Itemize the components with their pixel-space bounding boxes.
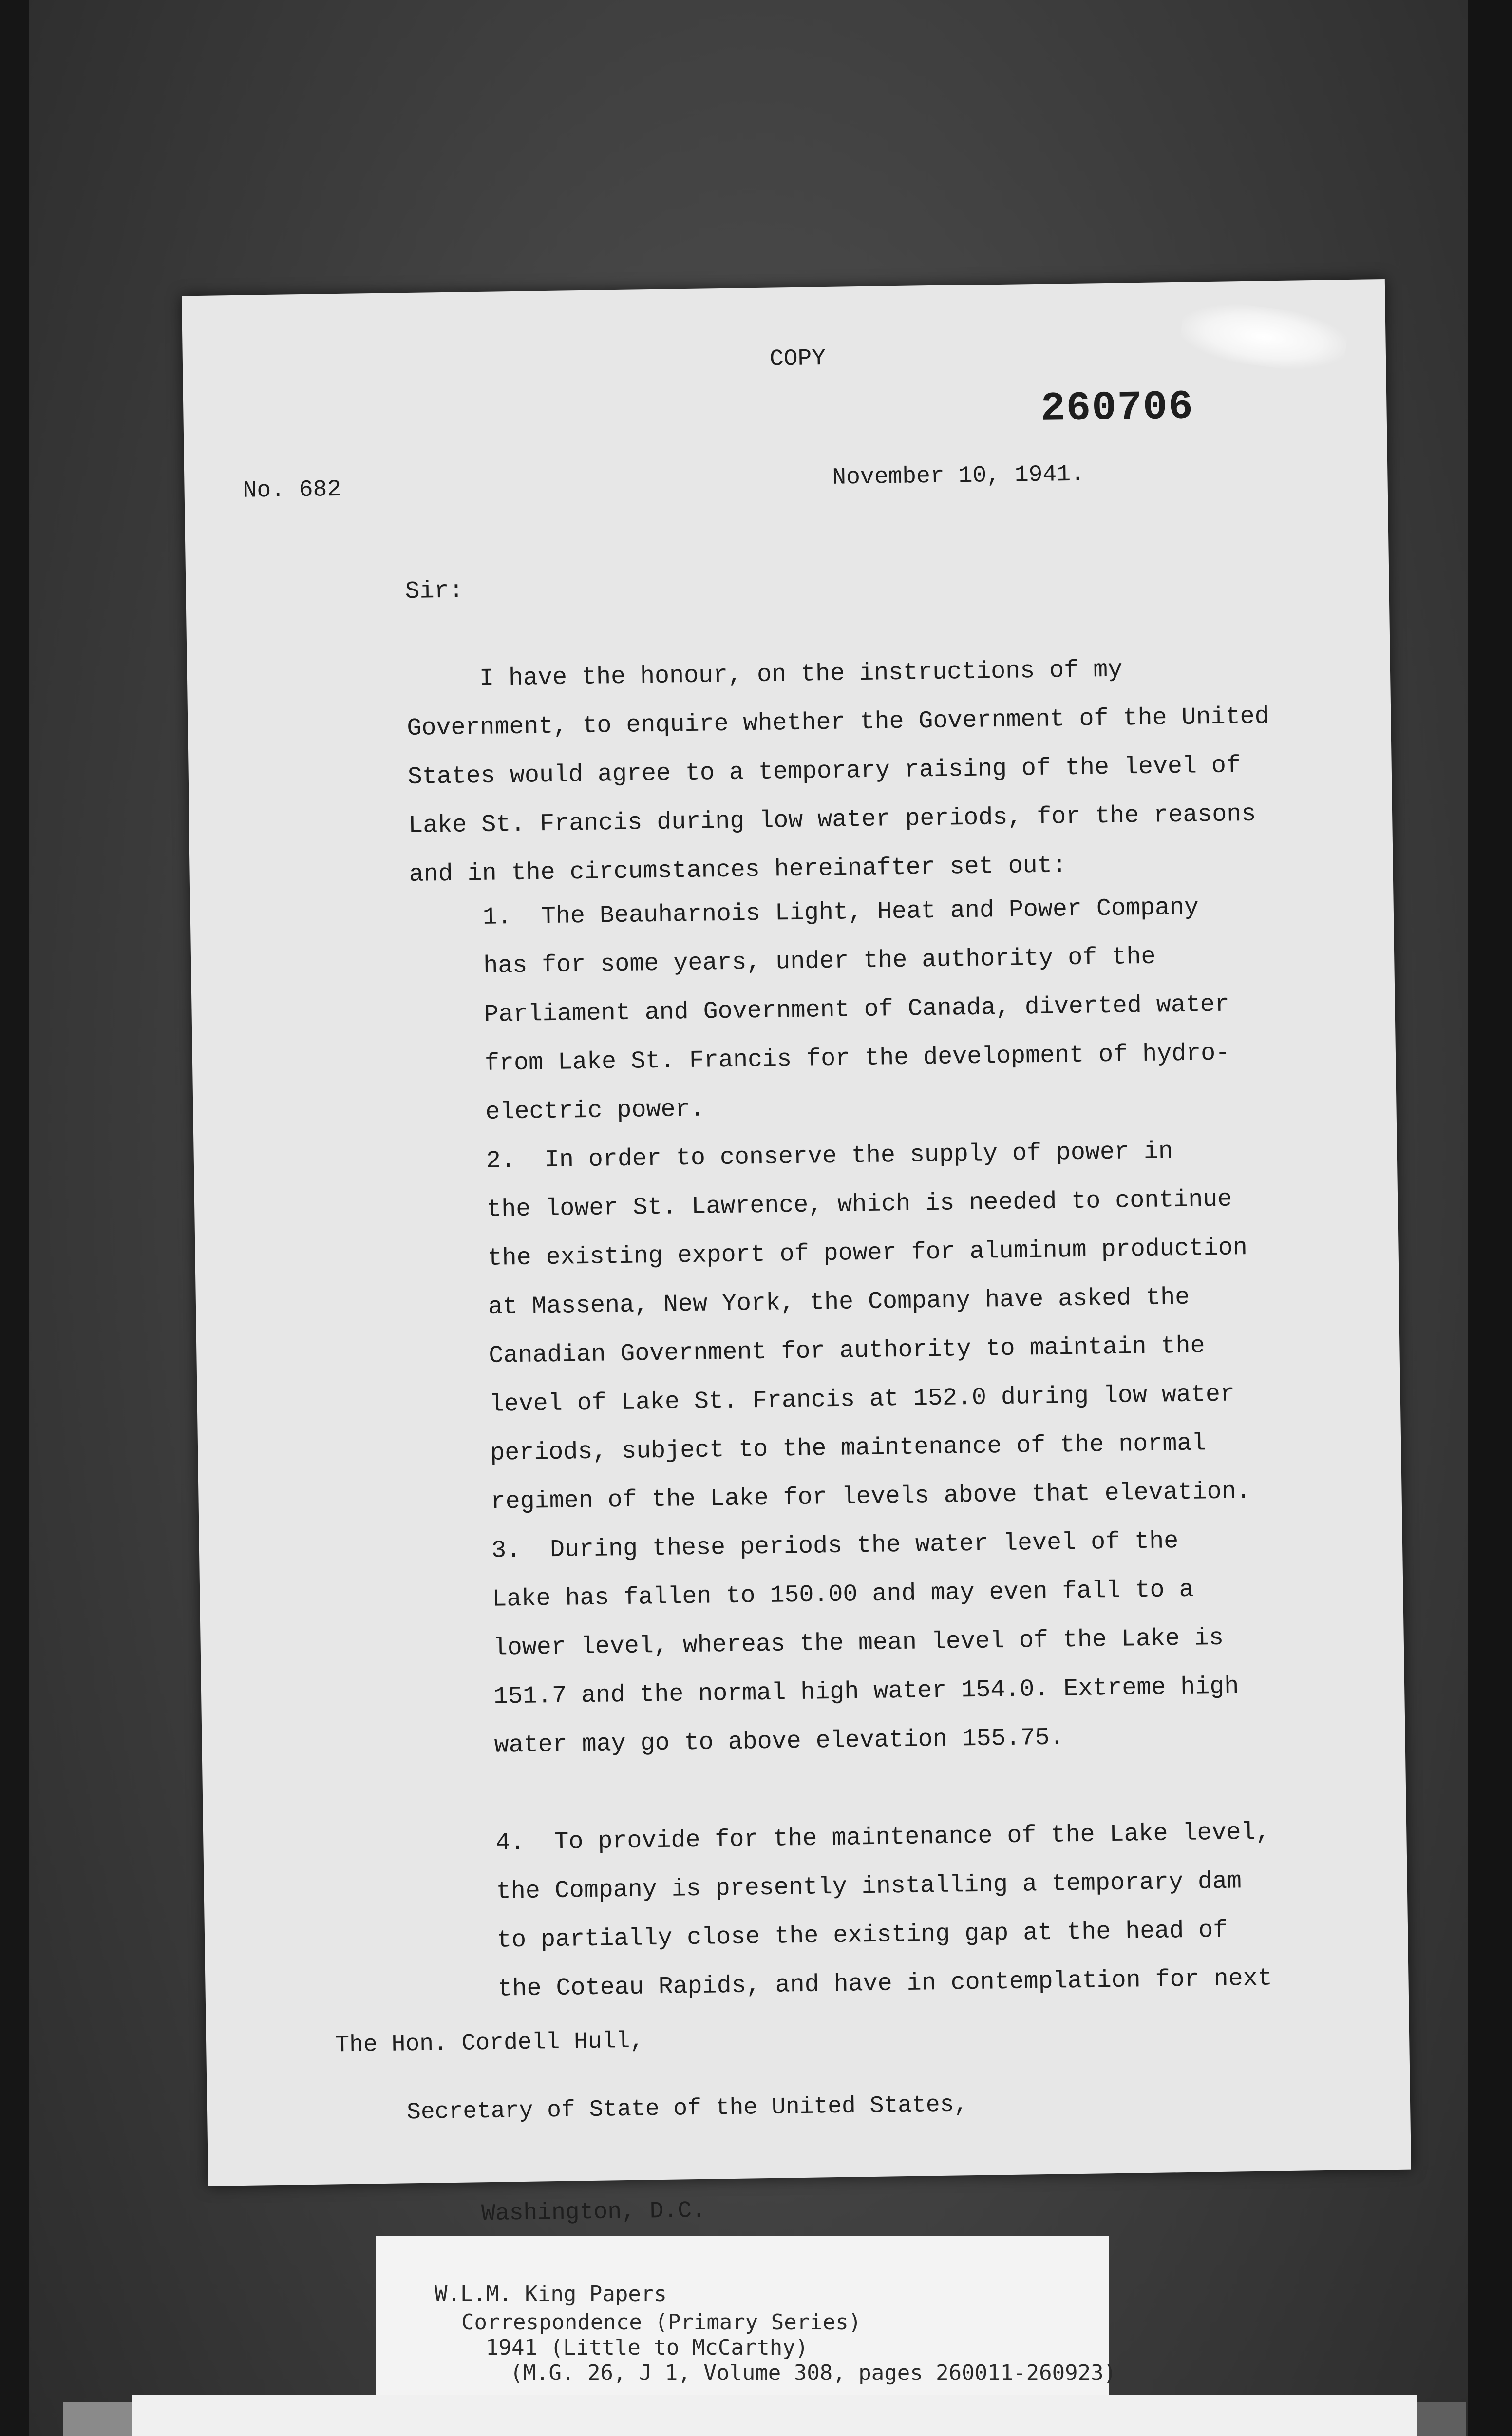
copy-label: COPY	[769, 345, 826, 373]
numbered-paragraph-2: 2. In order to conserve the supply of power in the lower St. Lawrence, which is needed to continue the existing export of power for aluminum production at Massena, New York, the Company have asked the Canadian Government for authority to maintain the level of Lake St. Francis at 152.0 during low water periods, subject to the maintenance of the normal regimen of the Lake for levels above that elevation.	[486, 1138, 1251, 1516]
numbered-paragraph-4: 4. To provide for the maintenance of the Lake level, the Company is presently installing a temporary dam to partially close the existing gap at the head of the Coteau Rapids, and have in contemplation for next	[495, 1818, 1273, 2003]
document-number-stamp: 260706	[1040, 384, 1194, 433]
paper-smudge	[1178, 298, 1349, 377]
reference-volume-pages: (M.G. 26, J 1, Volume 308, pages 260011-260923)	[510, 2360, 1117, 2385]
letter-date: November 10, 1941.	[832, 461, 1085, 491]
salutation: Sir:	[405, 577, 464, 606]
reference-year-range: 1941 (Little to McCarthy)	[486, 2335, 809, 2360]
public-archives-card	[132, 2395, 1418, 2436]
letter-page	[182, 279, 1411, 2227]
numbered-paragraph-3: 3. During these periods the water level of the Lake has fallen to 150.00 and may even fall to a lower level, whereas the mean level of the Lake is 151.7 and the normal high water 154.0. Extreme high water may go to above elevation 155.75.	[491, 1527, 1239, 1760]
card-holder-right	[1418, 2402, 1466, 2436]
archival-reference-card	[376, 2236, 1117, 2397]
film-frame-left-edge	[0, 0, 29, 2436]
film-frame-right-edge	[1468, 0, 1512, 2436]
note-number: No. 682	[243, 476, 341, 504]
reference-series: Correspondence (Primary Series)	[461, 2310, 862, 2335]
card-holder-left	[63, 2402, 132, 2436]
addressee-title: Secretary of State of the United States,	[406, 2092, 968, 2126]
numbered-paragraph-1: 1. The Beauharnois Light, Heat and Power Company has for some years, under the authority of the Parliament and Government of Canada, diverted water from Lake St. Francis for the development of hydro- electric power.	[482, 894, 1230, 1126]
intro-paragraph: I have the honour, on the instructions of my Government, to enquire whether the Government of the United States would agree to a temporary raising of the level of Lake St. Francis during low water periods, for the reasons and in the circumstances hereinafter set out:	[406, 656, 1270, 889]
addressee-name: The Hon. Cordell Hull,	[335, 2028, 644, 2059]
addressee-location: Washington, D.C.	[481, 2197, 706, 2227]
reference-collection: W.L.M. King Papers	[435, 2282, 667, 2306]
